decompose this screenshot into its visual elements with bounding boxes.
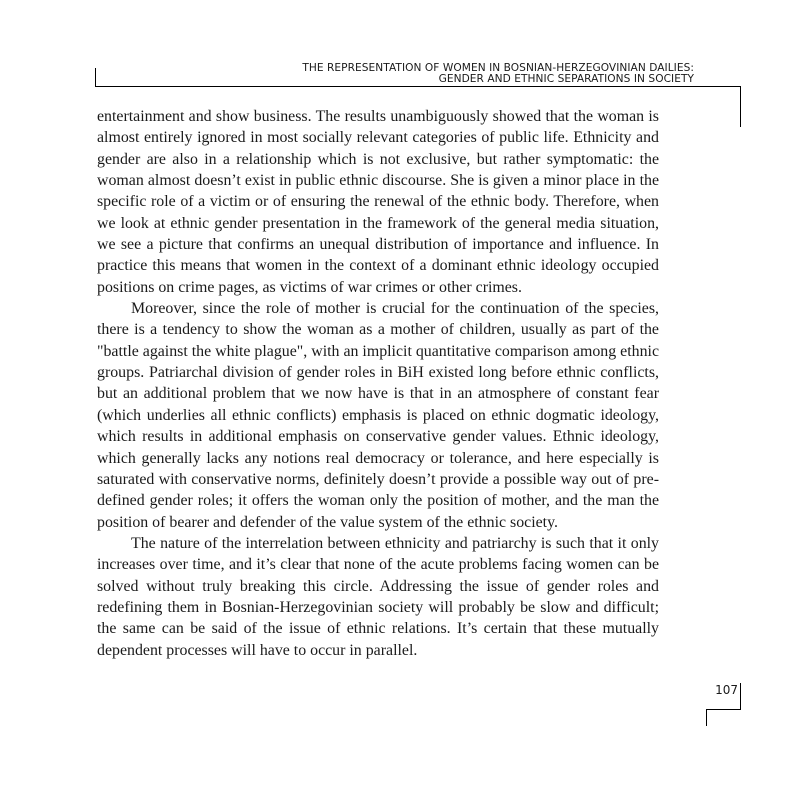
header-rule-left-tick <box>95 68 96 87</box>
footer-rule-horizontal <box>706 709 741 710</box>
paragraph-1: entertainment and show business. The results unambiguously showed that the woman is almost entirely ignored in most socially relevant categories of public life. Ethnicity and gender are also in a relationship which is not exclusive, but rather symptomatic: the woman almost doesn’t exist in public ethnic discourse. She is given a minor place in the specific role of a victim or of ensuring the renewal of the ethnic body. Therefore, when we look at ethnic gender presentation in the framework of the general media situation, we see a picture that confirms an unequal distribution of importance and influence. In practice this means that women in the context of a dominant ethnic ideology occupied positions on crime pages, as victims of war crimes or other crimes. <box>97 108 659 296</box>
running-header-line-1: THE REPRESENTATION OF WOMEN IN BOSNIAN-HERZEGOVINIAN DAILIES: <box>302 62 694 74</box>
paragraph-3: The nature of the interrelation between ethnicity and patriarchy is such that it only increases over time, and it’s clear that none of the acute problems facing women can be solved without truly breaking this circle. Addressing the issue of gender roles and redefining them in Bosnian-Herzegovinian society will probably be slow and difficult; the same can be said of the issue of ethnic relations. It’s certain that these mutually dependent processes will have to occur in parallel. <box>97 534 659 659</box>
running-header-line-2: GENDER AND ETHNIC SEPARATIONS IN SOCIETY <box>438 73 694 85</box>
running-header <box>134 63 694 85</box>
header-rule <box>95 86 741 87</box>
footer-rule-vertical <box>740 683 741 709</box>
header-rule-right-tick <box>740 86 741 127</box>
footer-rule-tick <box>706 709 707 726</box>
body-text <box>97 106 659 661</box>
paragraph-2: Moreover, since the role of mother is crucial for the continuation of the species, there is a tendency to show the woman as a mother of children, usually as part of the "battle against the white plague", with an implicit quantitative comparison among ethnic groups. Patriarchal division of gender roles in BiH existed long before ethnic conflicts, but an additional problem that we now have is that in an atmosphere of constant fear (which underlies all ethnic conflicts) emphasis is placed on ethnic dogmatic ideology, which results in additional emphasis on conservative gender values. Ethnic ideology, which generally lacks any notions real democracy or tolerance, and here especially is saturated with conservative norms, definitely doesn’t provide a possible way out of pre-defined gender roles; it offers the woman only the position of mother, and the man the position of bearer and defender of the value system of the ethnic society. <box>97 300 659 531</box>
page-number: 107 <box>715 683 738 697</box>
